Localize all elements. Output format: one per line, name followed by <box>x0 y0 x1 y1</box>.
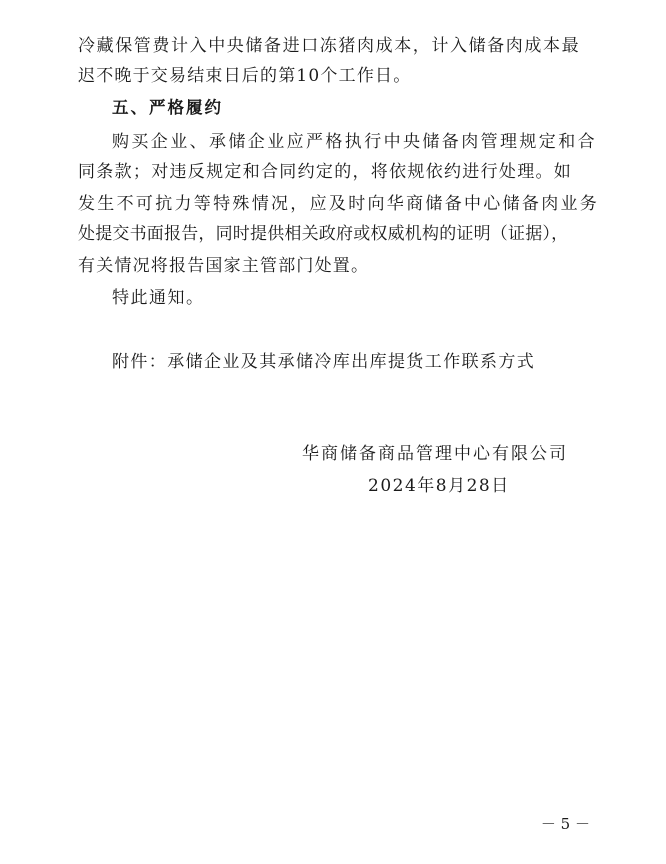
paragraph-1-line-2: 迟不晚于交易结束日后的第10个工作日。 <box>78 66 412 86</box>
page-number: － 5 － <box>540 815 590 833</box>
paragraph-2-line-5: 有关情况将报告国家主管部门处置。 <box>78 256 370 276</box>
paragraph-2-line-1: 购买企业、承储企业应严格执行中央储备肉管理规定和合 <box>112 132 597 152</box>
signature-date: 2024年8月28日 <box>368 476 510 496</box>
closing-statement: 特此通知。 <box>112 288 205 308</box>
paragraph-1-line-1: 冷藏保管费计入中央储备进口冻猪肉成本，计入储备肉成本最 <box>78 36 581 56</box>
section-5-heading: 五、严格履约 <box>112 98 223 117</box>
paragraph-2-line-4: 处提交书面报告，同时提供相关政府或权威机构的证明（证据）， <box>78 224 569 244</box>
paragraph-2-line-2: 同条款；对违反规定和合同约定的，将依规依约进行处理。如 <box>78 162 573 182</box>
signature-organization: 华商储备商品管理中心有限公司 <box>302 444 568 464</box>
attachment-note: 附件：承储企业及其承储冷库出库提货工作联系方式 <box>112 352 536 372</box>
paragraph-2-line-3: 发生不可抗力等特殊情况，应及时向华商储备中心储备肉业务 <box>78 194 600 214</box>
